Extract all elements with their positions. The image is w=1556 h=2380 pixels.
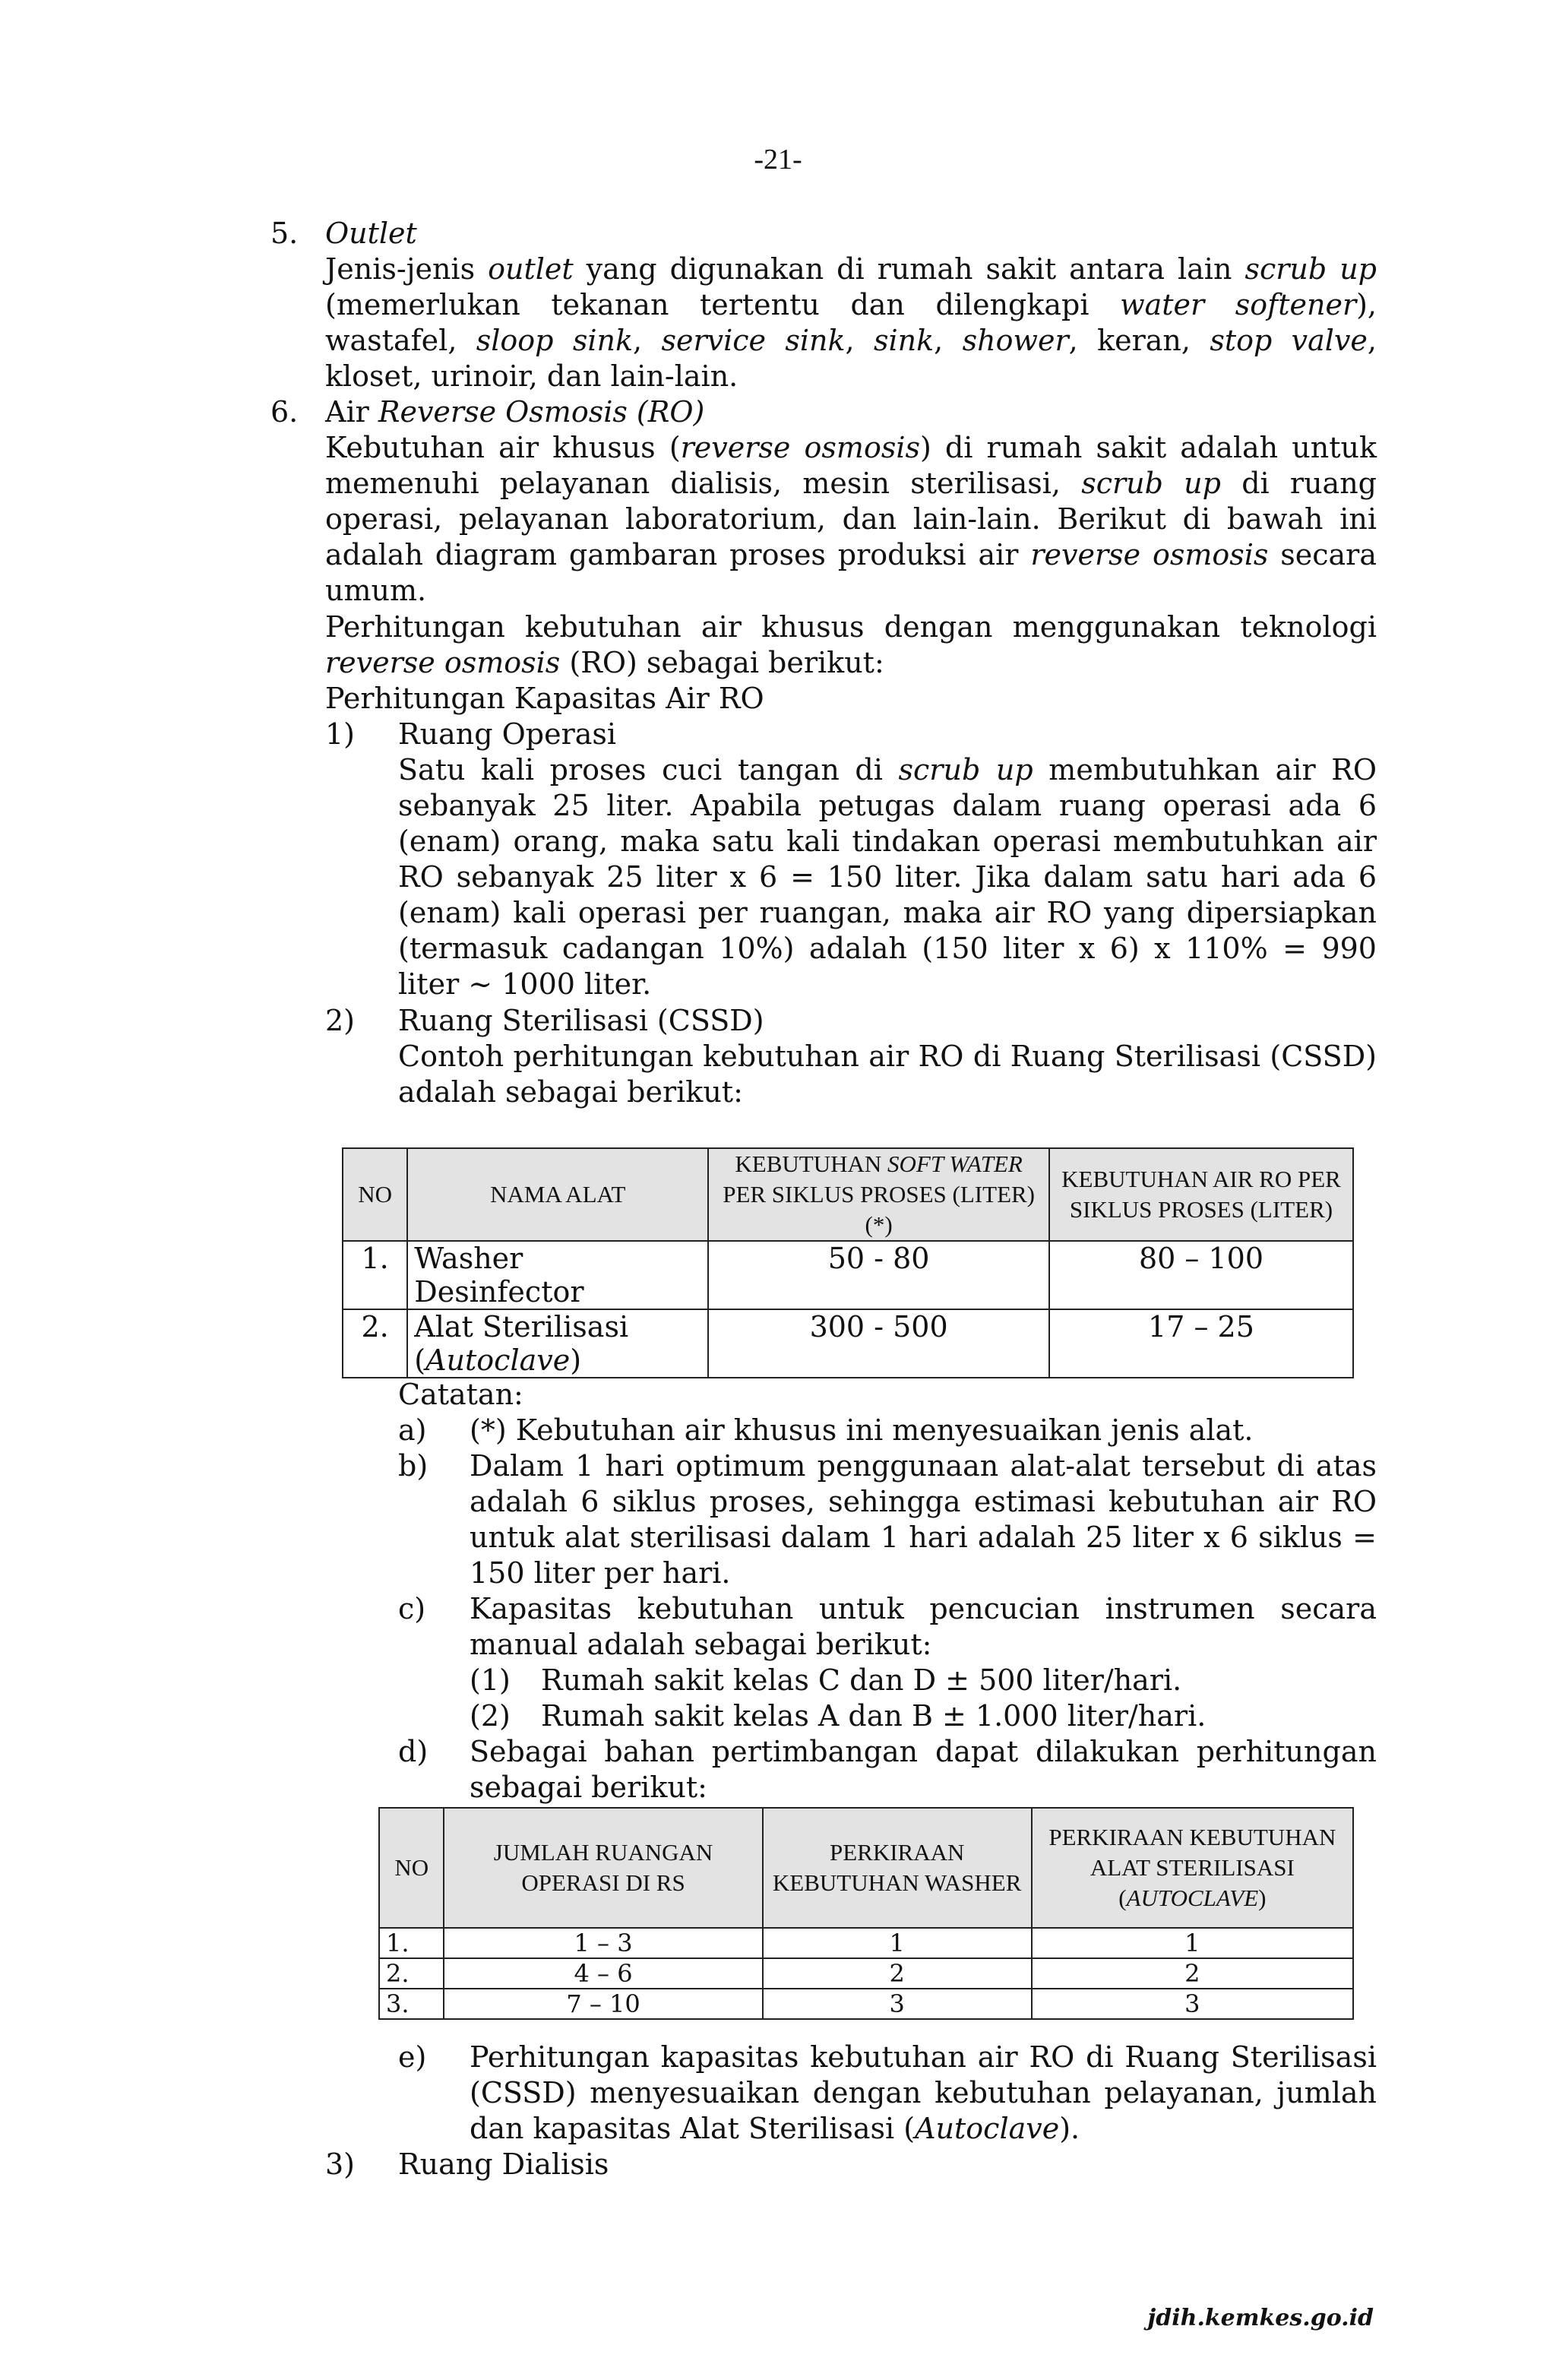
item-1-number: 1) bbox=[325, 717, 356, 751]
catatan-e-text: Perhitungan kapasitas kebutuhan air RO di Ruang Sterilisasi (CSSD) menyesuaikan dengan kebutuhan pelayanan, jumlah dan kapasitas Alat Sterilisasi (Autoclave). bbox=[470, 2040, 1377, 2145]
catatan-e-label: e) bbox=[398, 2040, 427, 2074]
item-2-paragraph: Contoh perhitungan kebutuhan air RO di Ruang Sterilisasi (CSSD) adalah sebagai berikut: bbox=[398, 1040, 1377, 1109]
table2-cell-no: 2. bbox=[379, 1958, 444, 1989]
table2-cell-alat: 3 bbox=[1032, 1989, 1353, 2019]
table-row bbox=[379, 1958, 1353, 1989]
section-6-paragraph-3: Perhitungan Kapasitas Air RO bbox=[325, 682, 764, 715]
catatan-c-sub-2-text: Rumah sakit kelas A dan B ± 1.000 liter/hari. bbox=[541, 1699, 1207, 1733]
table-row bbox=[379, 1989, 1353, 2019]
section-6-paragraph-1: Kebutuhan air khusus (reverse osmosis) di rumah sakit adalah untuk memenuhi pelayanan dialisis, mesin sterilisasi, scrub up di ruang operasi, pelayanan laboratorium, dan lain-lain. Berikut di bawah ini adalah diagram gambaran proses produksi air reverse osmosis secara umum. bbox=[325, 431, 1377, 607]
table1-header-soft: KEBUTUHAN SOFT WATER PER SIKLUS PROSES (LITER) (*) bbox=[708, 1148, 1049, 1241]
catatan-c-sub-2-label: (2) bbox=[470, 1699, 511, 1733]
table2-cell-no: 3. bbox=[379, 1989, 444, 2019]
section-6-title: Air Reverse Osmosis (RO) bbox=[325, 395, 705, 429]
table2-cell-no: 1. bbox=[379, 1928, 444, 1958]
table2-cell-alat: 2 bbox=[1032, 1958, 1353, 1989]
table1-cell-ro: 17 – 25 bbox=[1049, 1309, 1353, 1378]
table1-header-no: NO bbox=[343, 1148, 407, 1241]
catatan-c-text: Kapasitas kebutuhan untuk pencucian instrumen secara manual adalah sebagai berikut: bbox=[470, 1592, 1377, 1661]
table-row bbox=[343, 1309, 1353, 1378]
catatan-b-text: Dalam 1 hari optimum penggunaan alat-alat tersebut di atas adalah 6 siklus proses, sehingga estimasi kebutuhan air RO untuk alat sterilisasi dalam 1 hari adalah 25 liter x 6 siklus = 150 liter per hari. bbox=[470, 1449, 1377, 1590]
table1-cell-no: 1. bbox=[343, 1241, 407, 1309]
catatan-title: Catatan: bbox=[398, 1378, 523, 1411]
table2-header-alat: PERKIRAAN KEBUTUHAN ALAT STERILISASI (AUTOCLAVE) bbox=[1032, 1808, 1353, 1928]
table1-cell-soft: 300 - 500 bbox=[708, 1309, 1049, 1378]
footer-source: jdih.kemkes.go.id bbox=[1147, 2305, 1374, 2331]
table1-header-nama: NAMA ALAT bbox=[407, 1148, 708, 1241]
table-row bbox=[379, 1928, 1353, 1958]
table1-header-ro: KEBUTUHAN AIR RO PER SIKLUS PROSES (LITER) bbox=[1049, 1148, 1353, 1241]
catatan-b-label: b) bbox=[398, 1449, 429, 1483]
table2-cell-washer: 1 bbox=[763, 1928, 1032, 1958]
table2-header-jumlah: JUMLAH RUANGAN OPERASI DI RS bbox=[444, 1808, 762, 1928]
item-3-number: 3) bbox=[325, 2147, 356, 2181]
table1-cell-soft: 50 - 80 bbox=[708, 1241, 1049, 1309]
section-5-title: Outlet bbox=[325, 217, 417, 250]
item-1-paragraph: Satu kali proses cuci tangan di scrub up membutuhkan air RO sebanyak 25 liter. Apabila petugas dalam ruang operasi ada 6 (enam) orang, maka satu kali tindakan operasi membutuhkan air RO sebanyak 25 liter x 6 = 150 liter. Jika dalam satu hari ada 6 (enam) kali operasi per ruangan, maka air RO yang dipersiapkan (termasuk cadangan 10%) adalah (150 liter x 6) x 110% = 990 liter ~ 1000 liter. bbox=[398, 753, 1377, 1001]
item-1-title: Ruang Operasi bbox=[398, 717, 617, 751]
item-2-number: 2) bbox=[325, 1004, 356, 1037]
section-6-number: 6. bbox=[270, 395, 299, 429]
section-5-paragraph: Jenis-jenis outlet yang digunakan di rumah sakit antara lain scrub up (memerlukan tekanan tertentu dan dilengkapi water softener), wastafel, sloop sink, service sink, sink, shower, keran, stop valve, kloset, urinoir, dan lain-lain. bbox=[325, 252, 1377, 393]
table-perkiraan-kebutuhan bbox=[378, 1807, 1354, 2020]
table-row bbox=[343, 1241, 1353, 1309]
catatan-a-text: (*) Kebutuhan air khusus ini menyesuaikan jenis alat. bbox=[470, 1413, 1254, 1447]
table2-cell-washer: 2 bbox=[763, 1958, 1032, 1989]
catatan-c-label: c) bbox=[398, 1592, 426, 1625]
table2-cell-alat: 1 bbox=[1032, 1928, 1353, 1958]
table2-cell-jumlah: 1 – 3 bbox=[444, 1928, 762, 1958]
section-5-number: 5. bbox=[270, 217, 299, 250]
page-number: -21- bbox=[754, 144, 802, 176]
item-3-title: Ruang Dialisis bbox=[398, 2147, 609, 2181]
catatan-c-sub-1-label: (1) bbox=[470, 1663, 511, 1697]
table-kebutuhan-air bbox=[342, 1147, 1354, 1378]
catatan-d-label: d) bbox=[398, 1735, 429, 1768]
item-2-title: Ruang Sterilisasi (CSSD) bbox=[398, 1004, 764, 1037]
table1-cell-nama: Alat Sterilisasi (Autoclave) bbox=[407, 1309, 708, 1378]
table2-cell-washer: 3 bbox=[763, 1989, 1032, 2019]
table1-cell-nama: Washer Desinfector bbox=[407, 1241, 708, 1309]
section-6-paragraph-2: Perhitungan kebutuhan air khusus dengan menggunakan teknologi reverse osmosis (RO) sebagai berikut: bbox=[325, 610, 1377, 679]
table1-cell-ro: 80 – 100 bbox=[1049, 1241, 1353, 1309]
catatan-a-label: a) bbox=[398, 1413, 427, 1447]
catatan-c-sub-1-text: Rumah sakit kelas C dan D ± 500 liter/hari. bbox=[541, 1663, 1182, 1697]
table2-cell-jumlah: 7 – 10 bbox=[444, 1989, 762, 2019]
table2-header-washer: PERKIRAAN KEBUTUHAN WASHER bbox=[763, 1808, 1032, 1928]
table1-cell-no: 2. bbox=[343, 1309, 407, 1378]
table2-cell-jumlah: 4 – 6 bbox=[444, 1958, 762, 1989]
catatan-d-text: Sebagai bahan pertimbangan dapat dilakukan perhitungan sebagai berikut: bbox=[470, 1735, 1377, 1804]
table2-header-no: NO bbox=[379, 1808, 444, 1928]
